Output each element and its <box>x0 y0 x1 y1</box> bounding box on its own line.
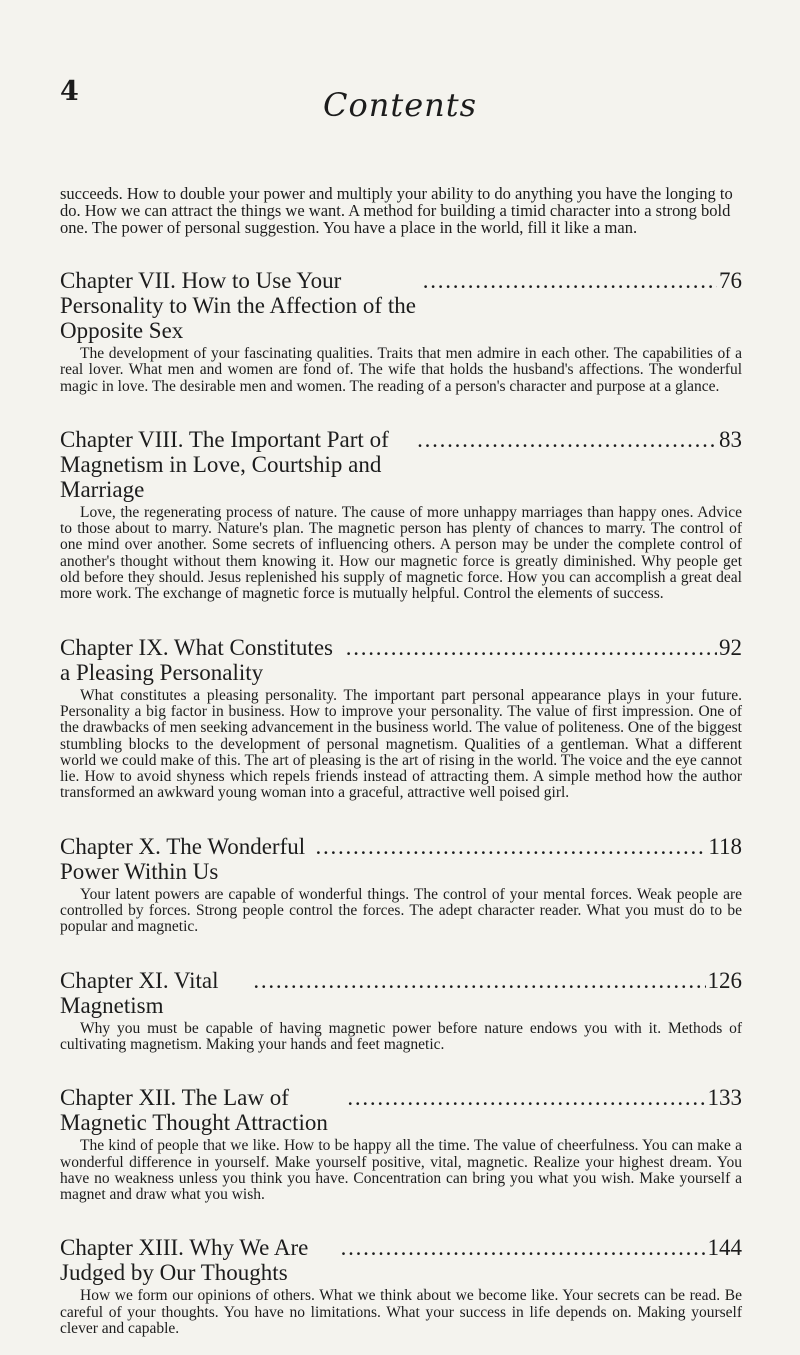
chapter-page: 76 <box>719 268 742 293</box>
chapter-summary: The development of your fascinating qualities. Traits that men admire in each other. The capabilities of a real lover. What men and women are fond of. The wife that holds the husband's affections. The wonderful magic in love. The desirable men and women. The reading of a person's character and purpose at a glance. <box>60 345 742 395</box>
chapter-heading <box>60 635 742 685</box>
chapter-page: 92 <box>719 634 742 660</box>
chapter-summary: Why you must be capable of having magnetic power before nature endows you with it. Methods of cultivating magnetism. Making your hands and feet magnetic. <box>60 1019 742 1053</box>
chapter-page: 126 <box>707 967 742 993</box>
dot-leader <box>423 268 717 293</box>
chapter-title: Chapter VIII. The Important Part of Magnetism in Love, Courtship and Marriage <box>60 426 389 502</box>
chapter-heading <box>60 427 742 502</box>
chapter-entry-xiii <box>60 1235 742 1337</box>
dot-leader <box>253 968 705 993</box>
intro-paragraph: succeeds. How to double your power and multiply your ability to do anything you have the longing to do. How we can attract the things we want. A method for building a timid character into a strong bold one. The power of personal suggestion. You have a place in the world, fill it like a man. <box>60 184 733 237</box>
chapter-page: 118 <box>708 833 742 859</box>
chapter-title: Chapter XI. Vital Magnetism <box>60 967 219 1018</box>
chapter-heading <box>60 834 742 884</box>
contents-body <box>60 185 742 1337</box>
chapter-entry-x <box>60 834 742 936</box>
chapter-title: Chapter XII. The Law of Magnetic Thought Attraction <box>60 1085 328 1136</box>
chapter-heading <box>60 968 742 1018</box>
chapter-summary: Your latent powers are capable of wonderful things. The control of your mental forces. Weak people are controlled by forces. Strong people control the forces. The adept character reader. What you must do to be popular and magnetic. <box>60 885 742 936</box>
chapter-title: Chapter VII. How to Use Your Personality to Win the Affection of the Opposite Sex <box>60 268 416 343</box>
dot-leader <box>315 834 706 859</box>
chapter-summary: What constitutes a pleasing personality. The important part personal appearance plays in your future. Personality a big factor in business. How to improve your personality. The value of first impression. One of the drawbacks of men seeking advancement in the business world. The value of politeness. One of the biggest stumbling blocks to the development of personal magnetism. Qualities of a gentleman. What a different world we could make of this. The art of pleasing is the art of rising in the world. The voice and the eye cannot lie. How to avoid shyness which repels friends instead of attracting them. A simple method how the author transformed an awkward young woman into a graceful, attractive well poised girl. <box>60 686 742 802</box>
chapter-title: Chapter IX. What Constitutes a Pleasing Personality <box>60 634 333 685</box>
chapter-entry-viii <box>60 427 742 603</box>
chapter-entry-xi <box>60 968 742 1054</box>
chapter-title: Chapter XIII. Why We Are Judged by Our Thoughts <box>60 1235 309 1286</box>
chapter-summary: The kind of people that we like. How to be happy all the time. The value of cheerfulness. You can make a wonderful difference in yourself. Make yourself positive, vital, magnetic. Realize your highest dream. You have no weakness unless you think you have. Concentration can bring you what you wish. Make yourself a magnet and draw what you wish. <box>60 1137 742 1204</box>
chapter-heading <box>60 268 742 343</box>
chapter-title: Chapter X. The Wonderful Power Within Us <box>60 833 306 884</box>
chapter-summary: How we form our opinions of others. What we think about we become like. Your secrets can be read. Be careful of your thoughts. You have no limitations. What your success in life depends on. Making yourself clever and capable. <box>60 1287 742 1338</box>
chapter-page: 133 <box>707 1085 742 1111</box>
chapter-heading <box>60 1085 742 1135</box>
chapter-entry-xii <box>60 1085 742 1203</box>
dot-leader <box>341 1235 706 1260</box>
chapter-page: 83 <box>719 426 742 452</box>
running-title: Contents <box>322 86 478 124</box>
dot-leader <box>417 427 717 452</box>
chapter-entry-vii <box>60 268 742 395</box>
chapter-heading <box>60 1235 742 1285</box>
chapter-entry-ix <box>60 635 742 802</box>
dot-leader <box>346 635 717 660</box>
page-number: 4 <box>60 76 79 107</box>
dot-leader <box>347 1085 705 1110</box>
chapter-page: 144 <box>707 1235 742 1261</box>
chapter-summary: Love, the regenerating process of nature. The cause of more unhappy marriages than happy ones. Advice to those about to marry. Nature's plan. The magnetic person has plenty of chances to marry. The control of one mind over another. Some secrets of influencing others. A person may be under the complete control of another's thought without them knowing it. How our magnetic force is greatly diminished. Why people get old before they should. Jesus replenished his supply of magnetic force. How you can accomplish a great deal more work. The exchange of magnetic force is mutually helpful. Control the elements of success. <box>60 503 742 603</box>
